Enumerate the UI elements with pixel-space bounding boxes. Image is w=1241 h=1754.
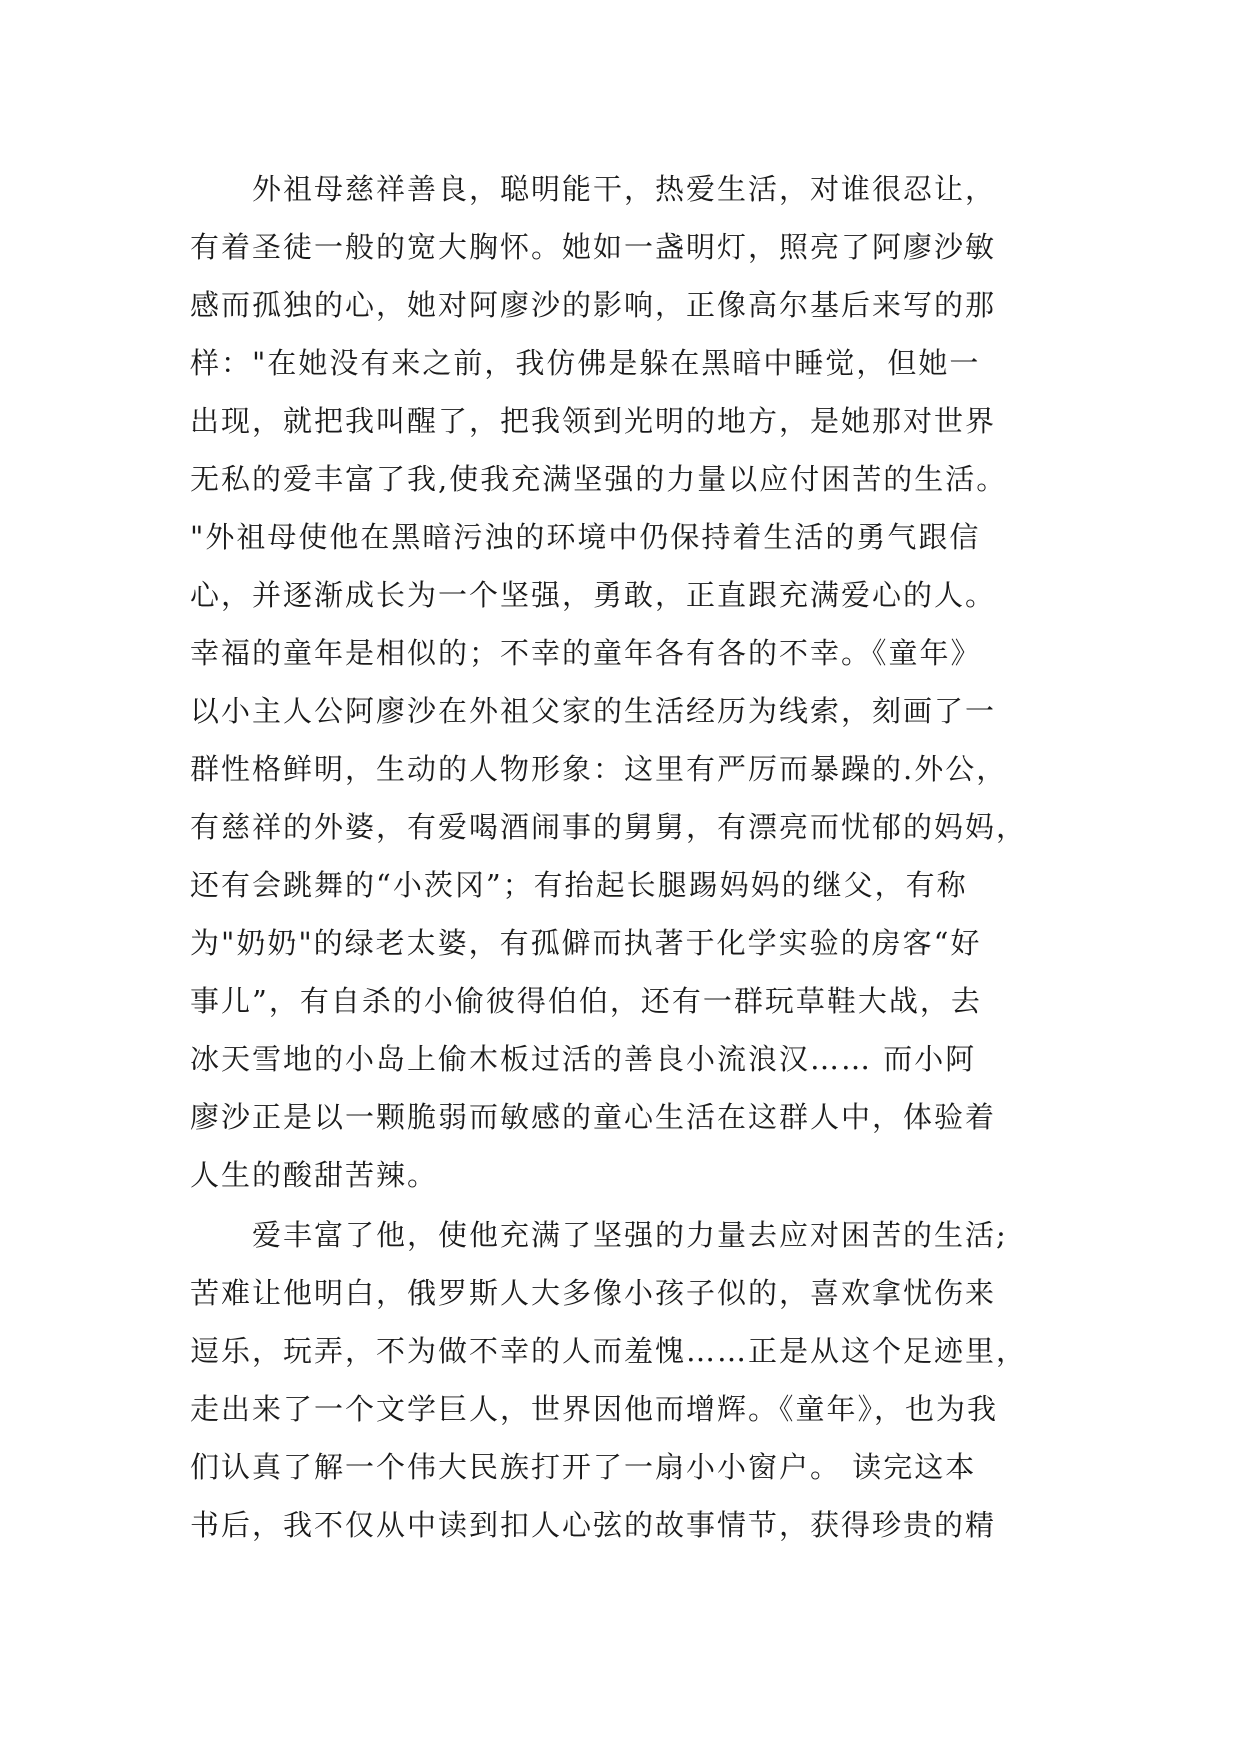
text-line: 心，并逐渐成长为一个坚强，勇敢，正直跟充满爱心的人。	[190, 578, 997, 612]
text-line: 廖沙正是以一颗脆弱而敏感的童心生活在这群人中，体验着	[190, 1100, 997, 1134]
text-line: 无私的爱丰富了我,使我充满坚强的力量以应付困苦的生活。	[190, 462, 1008, 496]
text-line: 感而孤独的心，她对阿廖沙的影响，正像高尔基后来写的那	[190, 288, 997, 322]
text-line: 样："在她没有来之前，我仿佛是躲在黑暗中睡觉，但她一	[190, 346, 981, 380]
text-line: 们认真了解一个伟大民族打开了一扇小小窗户。 读完这本	[190, 1450, 977, 1484]
text-line: 幸福的童年是相似的；不幸的童年各有各的不幸。《童年》	[190, 636, 982, 670]
text-line: 还有会跳舞的“小茨冈”；有抬起长腿踢妈妈的继父，有称	[190, 868, 968, 902]
text-line: 逗乐，玩弄，不为做不幸的人而羞愧……正是从这个足迹里，	[190, 1334, 1028, 1368]
text-line: 苦难让他明白，俄罗斯人大多像小孩子似的，喜欢拿忧伤来	[190, 1276, 997, 1310]
text-line: 人生的酸甜苦辣。	[190, 1158, 439, 1192]
text-line: 冰天雪地的小岛上偷木板过活的善良小流浪汉…… 而小阿	[190, 1042, 977, 1076]
text-line: 有着圣徒一般的宽大胸怀。她如一盏明灯，照亮了阿廖沙敏	[190, 230, 997, 264]
paragraph	[190, 1206, 1070, 1554]
paragraph	[190, 160, 1070, 1204]
text-line: 群性格鲜明，生动的人物形象：这里有严厉而暴躁的.外公，	[190, 752, 1008, 786]
body-text	[190, 160, 1070, 1554]
text-line: 有慈祥的外婆，有爱喝酒闹事的舅舅，有漂亮而忧郁的妈妈，	[190, 810, 1028, 844]
text-line: 以小主人公阿廖沙在外祖父家的生活经历为线索，刻画了一	[190, 694, 997, 728]
text-line: 出现，就把我叫醒了，把我领到光明的地方，是她那对世界	[190, 404, 997, 438]
text-line: 爱丰富了他，使他充满了坚强的力量去应对困苦的生活;	[190, 1218, 1008, 1252]
text-line: 书后，我不仅从中读到扣人心弦的故事情节，获得珍贵的精	[190, 1508, 997, 1542]
text-line: 为"奶奶"的绿老太婆，有孤僻而执著于化学实验的房客“好	[190, 926, 982, 960]
text-line: "外祖母使他在黑暗污浊的环境中仍保持着生活的勇气跟信	[190, 520, 981, 554]
text-line: 事儿”，有自杀的小偷彼得伯伯，还有一群玩草鞋大战，去	[190, 984, 982, 1018]
text-line: 走出来了一个文学巨人，世界因他而增辉。《童年》，也为我	[190, 1392, 999, 1426]
text-line: 外祖母慈祥善良，聪明能干，热爱生活，对谁很忍让，	[190, 172, 997, 206]
